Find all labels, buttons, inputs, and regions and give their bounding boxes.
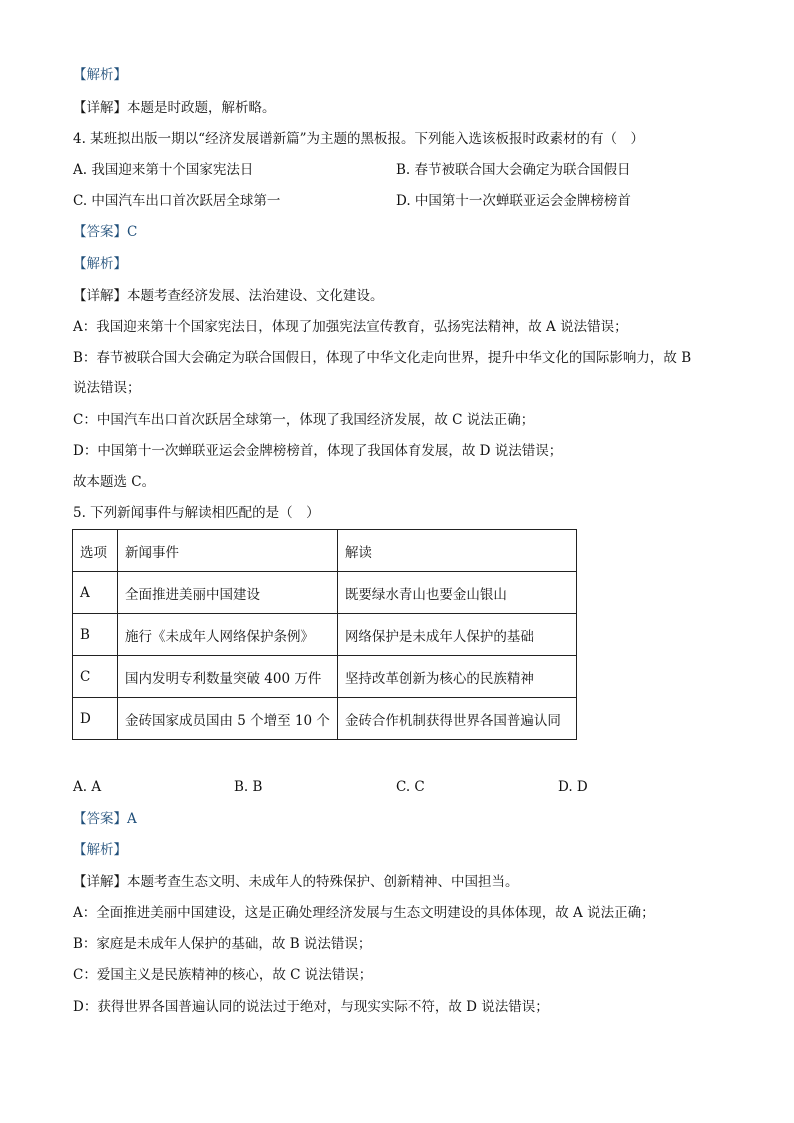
q4-conclusion: 故本题选 C。 (73, 474, 156, 490)
q4-option-b: B. 春节被联合国大会确定为联合国假日 (396, 162, 631, 178)
q4-option-d: D. 中国第十一次蝉联亚运会金牌榜榜首 (396, 193, 631, 209)
table-cell: 既要绿水青山也要金山银山 (337, 572, 576, 614)
q4-explain-a: A：我国迎来第十个国家宪法日，体现了加强宪法宣传教育，弘扬宪法精神，故 A 说法错误； (73, 319, 628, 335)
q4-explain-b: B：春节被联合国大会确定为联合国假日，体现了中华文化走向世界，提升中华文化的国际影响力，故 B (73, 350, 692, 366)
q4-explain-d: D：中国第十一次蝉联亚运会金牌榜榜首，体现了我国体育发展，故 D 说法错误； (73, 443, 563, 459)
table-cell: 金砖合作机制获得世界各国普遍认同 (337, 698, 576, 740)
q4-option-a: A. 我国迎来第十个国家宪法日 (73, 162, 254, 178)
q4-answer: 【答案】C (73, 224, 138, 240)
table-row (73, 614, 577, 656)
table-header-cell: 解读 (337, 530, 576, 572)
q5-table (72, 529, 577, 740)
table-cell: B (73, 614, 118, 656)
q5-answer: 【答案】A (73, 811, 137, 827)
table-header-row (73, 530, 577, 572)
q5-analysis-tag: 【解析】 (73, 842, 127, 858)
q5-explain-c: C：爱国主义是民族精神的核心，故 C 说法错误； (73, 967, 373, 983)
q5-explain-d: D：获得世界各国普遍认同的说法过于绝对，与现实实际不符，故 D 说法错误； (73, 999, 549, 1015)
table-cell: 金砖国家成员国由 5 个增至 10 个 (118, 698, 338, 740)
q4-explain-c: C：中国汽车出口首次跃居全球第一，体现了我国经济发展，故 C 说法正确； (73, 412, 535, 428)
q4-explain-b-cont: 说法错误； (73, 380, 141, 396)
table-header-cell: 选项 (73, 530, 118, 572)
q5-detail: 【详解】本题考查生态文明、未成年人的特殊保护、创新精神、中国担当。 (73, 874, 519, 890)
q5-option-c: C. C (396, 779, 425, 795)
q4-detail: 【详解】本题考查经济发展、法治建设、文化建设。 (73, 288, 384, 304)
q5-option-a: A. A (73, 779, 102, 795)
table-header-cell: 新闻事件 (118, 530, 338, 572)
table-cell: D (73, 698, 118, 740)
table-row (73, 572, 577, 614)
table-cell: 全面推进美丽中国建设 (118, 572, 338, 614)
question-5-stem: 5. 下列新闻事件与解读相匹配的是（ ） (73, 505, 320, 521)
q5-option-d: D. D (558, 779, 588, 795)
q5-explain-a: A：全面推进美丽中国建设，这是正确处理经济发展与生态文明建设的具体体现，故 A 说法正确； (73, 905, 655, 921)
table-row (73, 656, 577, 698)
table-cell: 坚持改革创新为核心的民族精神 (337, 656, 576, 698)
q5-option-b: B. B (234, 779, 263, 795)
q5-explain-b: B：家庭是未成年人保护的基础，故 B 说法错误； (73, 936, 372, 952)
q4-analysis-tag: 【解析】 (73, 256, 127, 272)
analysis-tag-q3: 【解析】 (73, 67, 127, 83)
table-row (73, 698, 577, 740)
table-cell: C (73, 656, 118, 698)
table-cell: A (73, 572, 118, 614)
q4-option-c: C. 中国汽车出口首次跃居全球第一 (73, 193, 281, 209)
detail-q3: 【详解】本题是时政题，解析略。 (73, 100, 276, 116)
table-cell: 网络保护是未成年人保护的基础 (337, 614, 576, 656)
table-cell: 国内发明专利数量突破 400 万件 (118, 656, 338, 698)
question-4-stem: 4. 某班拟出版一期以“经济发展谱新篇”为主题的黑板报。下列能入选该板报时政素材的有（ ） (73, 131, 644, 147)
table-cell: 施行《未成年人网络保护条例》 (118, 614, 338, 656)
